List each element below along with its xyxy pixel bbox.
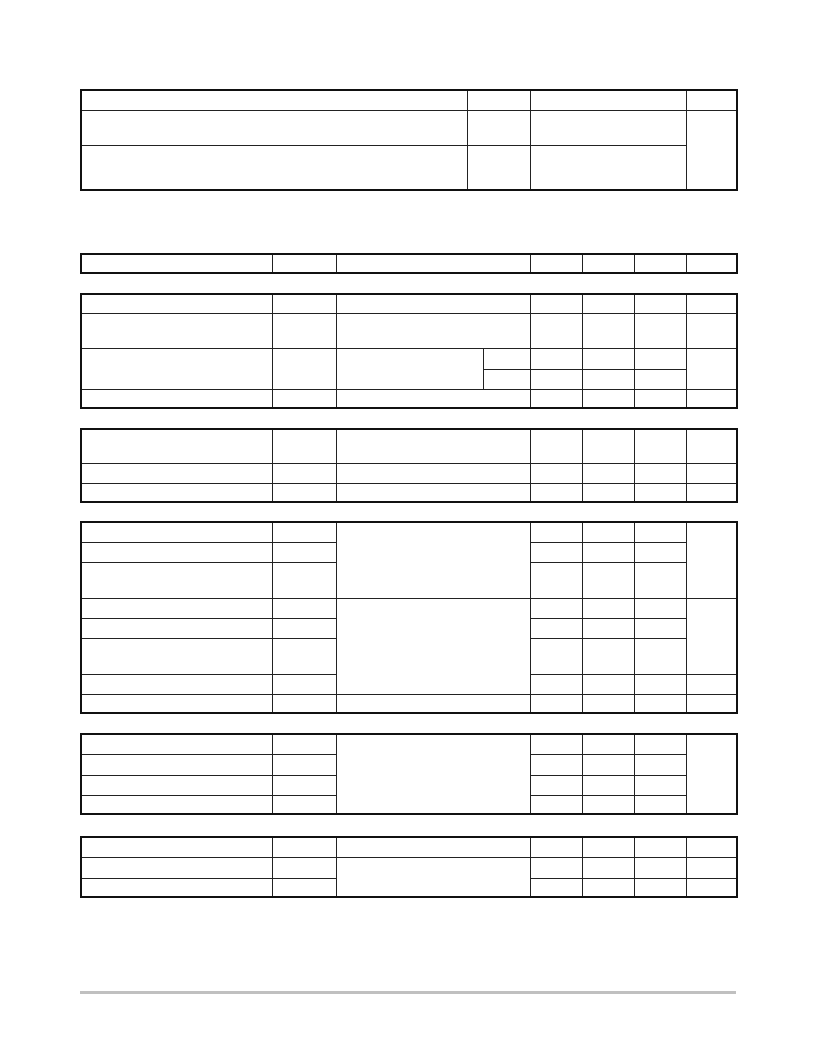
- off-characteristics-table: [80, 293, 738, 409]
- electrical-characteristics-header-table: [80, 253, 738, 274]
- on-characteristics-table: [80, 428, 738, 503]
- drain-source-diode-table: [80, 836, 738, 898]
- thermal-characteristics-table: [80, 89, 738, 191]
- dynamic-characteristics-table: [80, 521, 738, 714]
- footer-rule: [80, 991, 736, 994]
- switching-characteristics-table: [80, 733, 738, 815]
